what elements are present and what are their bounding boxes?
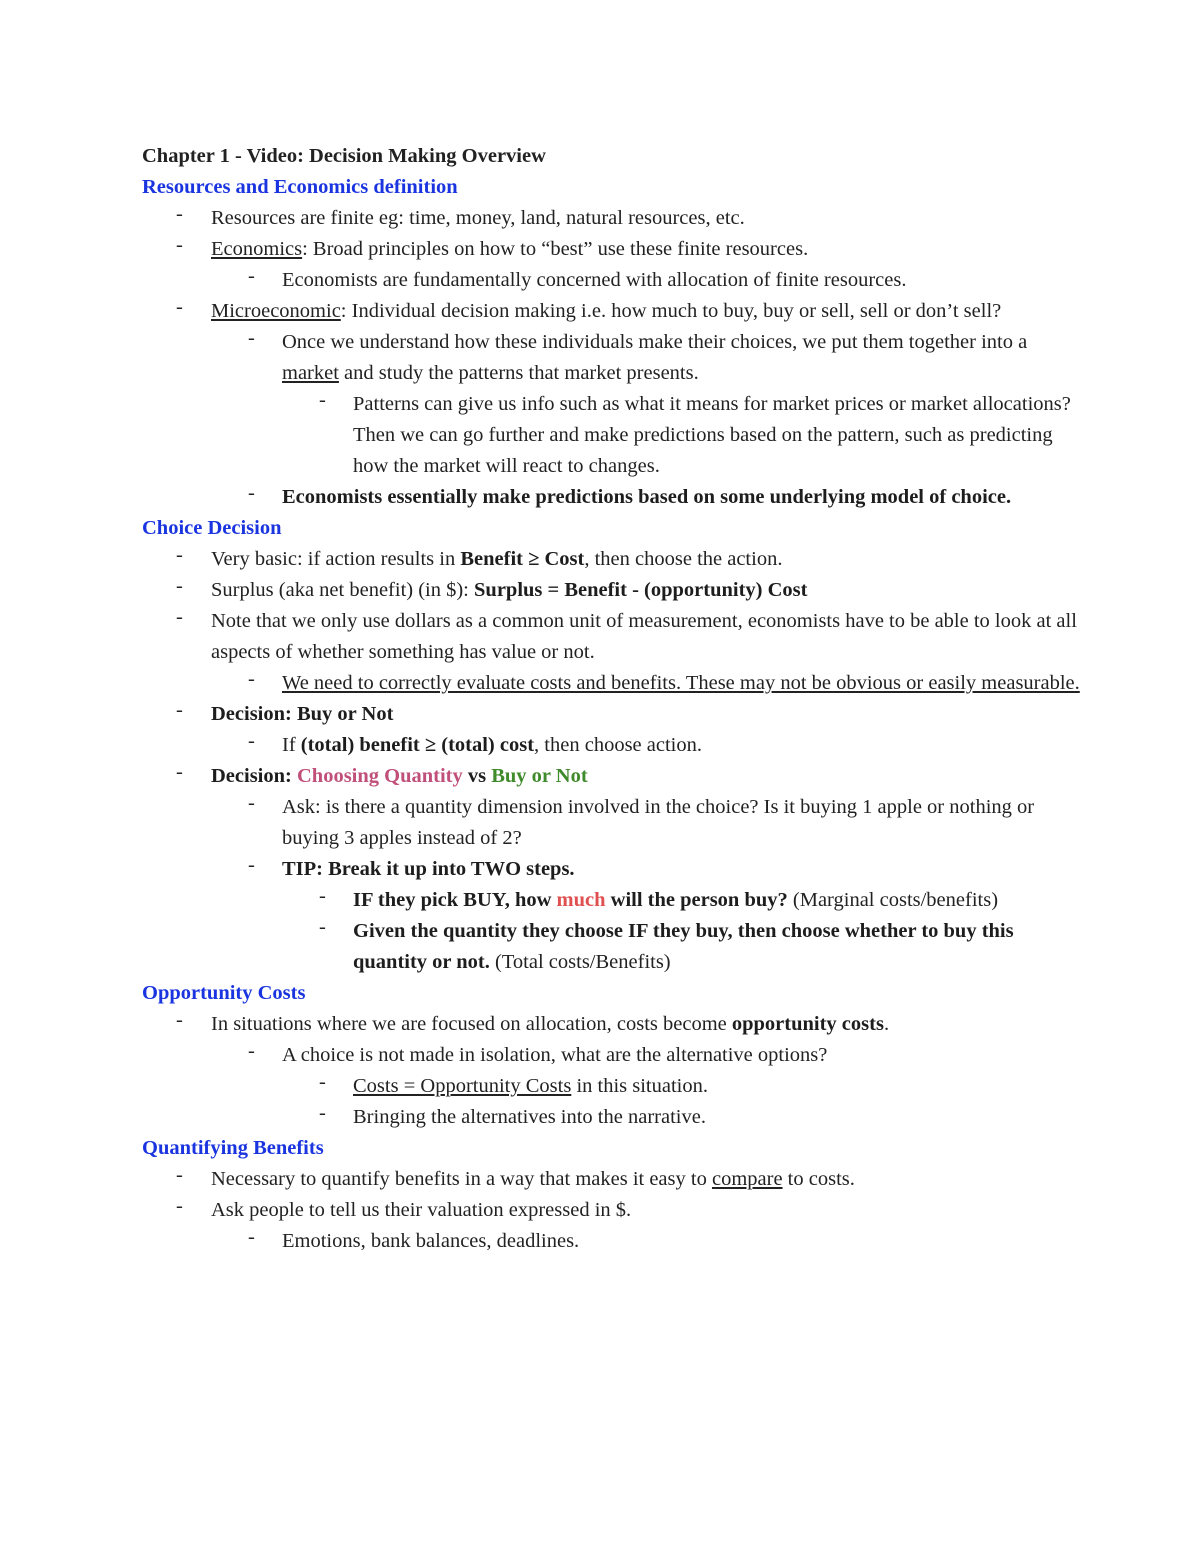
bullet-dash: - bbox=[319, 1071, 326, 1093]
item-text bbox=[211, 544, 1082, 575]
bullet-dash: - bbox=[319, 885, 326, 907]
list-item bbox=[142, 1195, 1082, 1226]
text-run: Necessary to quantify benefits in a way that makes it easy to bbox=[211, 1168, 712, 1190]
list-item bbox=[142, 699, 1082, 730]
list-item bbox=[142, 389, 1082, 482]
list-item bbox=[142, 1102, 1082, 1133]
bold-text: Economists essentially make predictions based on some underlying model of choice. bbox=[282, 486, 1012, 508]
list-item bbox=[142, 761, 1082, 792]
bullet-dash: - bbox=[319, 389, 326, 411]
item-text bbox=[282, 327, 1082, 389]
item-text bbox=[282, 668, 1082, 699]
item-text bbox=[282, 730, 1082, 761]
list-item bbox=[142, 854, 1082, 885]
bullet-dash: - bbox=[176, 296, 183, 318]
heading-quantifying-benefits: Quantifying Benefits bbox=[142, 1137, 324, 1159]
underlined-text: Costs = Opportunity Costs bbox=[353, 1075, 572, 1097]
list-item bbox=[142, 296, 1082, 327]
item-text bbox=[282, 854, 1082, 885]
item-text bbox=[211, 296, 1082, 327]
definition-text: : Individual decision making i.e. how much to buy, buy or sell, sell or don’t sell? bbox=[340, 300, 1002, 322]
text-run: . bbox=[883, 1013, 890, 1035]
text-run: , then choose the action. bbox=[584, 548, 783, 570]
choosing-quantity-text: Choosing Quantity bbox=[296, 765, 463, 787]
term-economics: Economics bbox=[211, 238, 303, 260]
much-text: much bbox=[556, 889, 606, 911]
text-run: Surplus (aka net benefit) (in $): bbox=[211, 579, 475, 601]
bullet-dash: - bbox=[248, 1226, 255, 1248]
bold-text: Surplus = Benefit - (opportunity) Cost bbox=[474, 579, 808, 601]
item-text bbox=[353, 1071, 1082, 1102]
bullet-dash: - bbox=[248, 1040, 255, 1062]
bullet-dash: - bbox=[248, 730, 255, 752]
item-text bbox=[282, 482, 1082, 513]
list-item bbox=[142, 482, 1082, 513]
item-text: Note that we only use dollars as a common unit of measurement, economists have to be able to look at all aspects of whether something has value or not. bbox=[211, 610, 1077, 663]
item-text: Bringing the alternatives into the narrative. bbox=[353, 1106, 706, 1128]
item-text bbox=[211, 575, 1082, 606]
buy-or-not-text: Buy or Not bbox=[491, 765, 588, 787]
list-item bbox=[142, 265, 1082, 296]
item-text bbox=[211, 234, 1082, 265]
bullet-dash: - bbox=[319, 916, 326, 938]
text-run: Once we understand how these individuals make their choices, we put them together into a bbox=[282, 331, 1028, 353]
underlined-text: We need to correctly evaluate costs and benefits. These may not be obvious or easily measurable. bbox=[282, 672, 1080, 694]
document-body bbox=[142, 141, 1082, 1257]
bold-text: Benefit ≥ Cost bbox=[460, 548, 585, 570]
item-text bbox=[353, 916, 1082, 978]
item-text bbox=[211, 761, 1082, 792]
heading-choice-decision: Choice Decision bbox=[142, 517, 282, 539]
definition-text: : Broad principles on how to “best” use these finite resources. bbox=[302, 238, 809, 260]
list-item bbox=[142, 1226, 1082, 1257]
bullet-dash: - bbox=[248, 854, 255, 876]
text-run: in this situation. bbox=[571, 1075, 708, 1097]
bullet-dash: - bbox=[176, 761, 183, 783]
list-item bbox=[142, 792, 1082, 854]
bullet-dash: - bbox=[176, 203, 183, 225]
text-run: , then choose action. bbox=[534, 734, 702, 756]
text-run: Very basic: if action results in bbox=[211, 548, 461, 570]
item-text bbox=[211, 1164, 1082, 1195]
item-text bbox=[353, 885, 1082, 916]
bullet-dash: - bbox=[176, 1164, 183, 1186]
text-run: In situations where we are focused on allocation, costs become bbox=[211, 1013, 732, 1035]
text-run: If bbox=[282, 734, 301, 756]
item-text bbox=[211, 699, 1082, 730]
bullet-dash: - bbox=[176, 1195, 183, 1217]
term-microeconomic: Microeconomic bbox=[211, 300, 341, 322]
bold-text: vs bbox=[462, 765, 492, 787]
bullet-dash: - bbox=[176, 1009, 183, 1031]
item-text: Economists are fundamentally concerned with allocation of finite resources. bbox=[282, 269, 907, 291]
list-item bbox=[142, 203, 1082, 234]
bullet-dash: - bbox=[176, 234, 183, 256]
list-item bbox=[142, 1009, 1082, 1040]
page-title: Chapter 1 - Video: Decision Making Overview bbox=[142, 145, 546, 167]
item-text: Emotions, bank balances, deadlines. bbox=[282, 1230, 580, 1252]
item-text: A choice is not made in isolation, what are the alternative options? bbox=[282, 1044, 828, 1066]
list-item bbox=[142, 1040, 1082, 1071]
list-item bbox=[142, 916, 1082, 978]
bold-text: Decision: bbox=[211, 765, 297, 787]
bold-text: Given the quantity they choose IF they buy, then choose whether to buy this quantity or not. bbox=[353, 920, 1014, 973]
bullet-dash: - bbox=[248, 482, 255, 504]
item-text: Ask: is there a quantity dimension involved in the choice? Is it buying 1 apple or nothing or buying 3 apples instead of 2? bbox=[282, 796, 1035, 849]
bold-text: opportunity costs bbox=[731, 1013, 884, 1035]
bullet-dash: - bbox=[176, 606, 183, 628]
bullet-dash: - bbox=[176, 575, 183, 597]
bullet-dash: - bbox=[248, 327, 255, 349]
list-item bbox=[142, 575, 1082, 606]
bold-text: will the person buy? bbox=[605, 889, 788, 911]
bullet-dash: - bbox=[248, 265, 255, 287]
bold-text: Decision: Buy or Not bbox=[211, 703, 394, 725]
list-item bbox=[142, 730, 1082, 761]
list-item bbox=[142, 606, 1082, 668]
item-text: Patterns can give us info such as what it means for market prices or market allocations? Then we can go further and make predictions based on the pattern, such as predicting how the market will react to changes. bbox=[353, 393, 1071, 477]
list-item bbox=[142, 885, 1082, 916]
bullet-dash: - bbox=[248, 668, 255, 690]
list-item bbox=[142, 234, 1082, 265]
heading-resources: Resources and Economics definition bbox=[142, 176, 458, 198]
text-run: (Marginal costs/benefits) bbox=[787, 889, 999, 911]
list-item bbox=[142, 544, 1082, 575]
bold-text: (total) benefit ≥ (total) cost bbox=[300, 734, 535, 756]
bold-text: IF they pick BUY, how bbox=[353, 889, 557, 911]
item-text: Ask people to tell us their valuation expressed in $. bbox=[211, 1199, 632, 1221]
list-item bbox=[142, 327, 1082, 389]
list-item bbox=[142, 1164, 1082, 1195]
bullet-dash: - bbox=[248, 792, 255, 814]
list-item bbox=[142, 1071, 1082, 1102]
bullet-dash: - bbox=[319, 1102, 326, 1124]
bold-text: TIP: Break it up into TWO steps. bbox=[282, 858, 575, 880]
list-item bbox=[142, 668, 1082, 699]
text-run: to costs. bbox=[782, 1168, 855, 1190]
bullet-dash: - bbox=[176, 699, 183, 721]
item-text bbox=[211, 1009, 1082, 1040]
text-run: (Total costs/Benefits) bbox=[489, 951, 671, 973]
text-run: and study the patterns that market presents. bbox=[338, 362, 699, 384]
heading-opportunity-costs: Opportunity Costs bbox=[142, 982, 306, 1004]
term-market: market bbox=[282, 362, 339, 384]
item-text: Resources are finite eg: time, money, land, natural resources, etc. bbox=[211, 207, 745, 229]
term-compare: compare bbox=[711, 1168, 783, 1190]
bullet-dash: - bbox=[176, 544, 183, 566]
